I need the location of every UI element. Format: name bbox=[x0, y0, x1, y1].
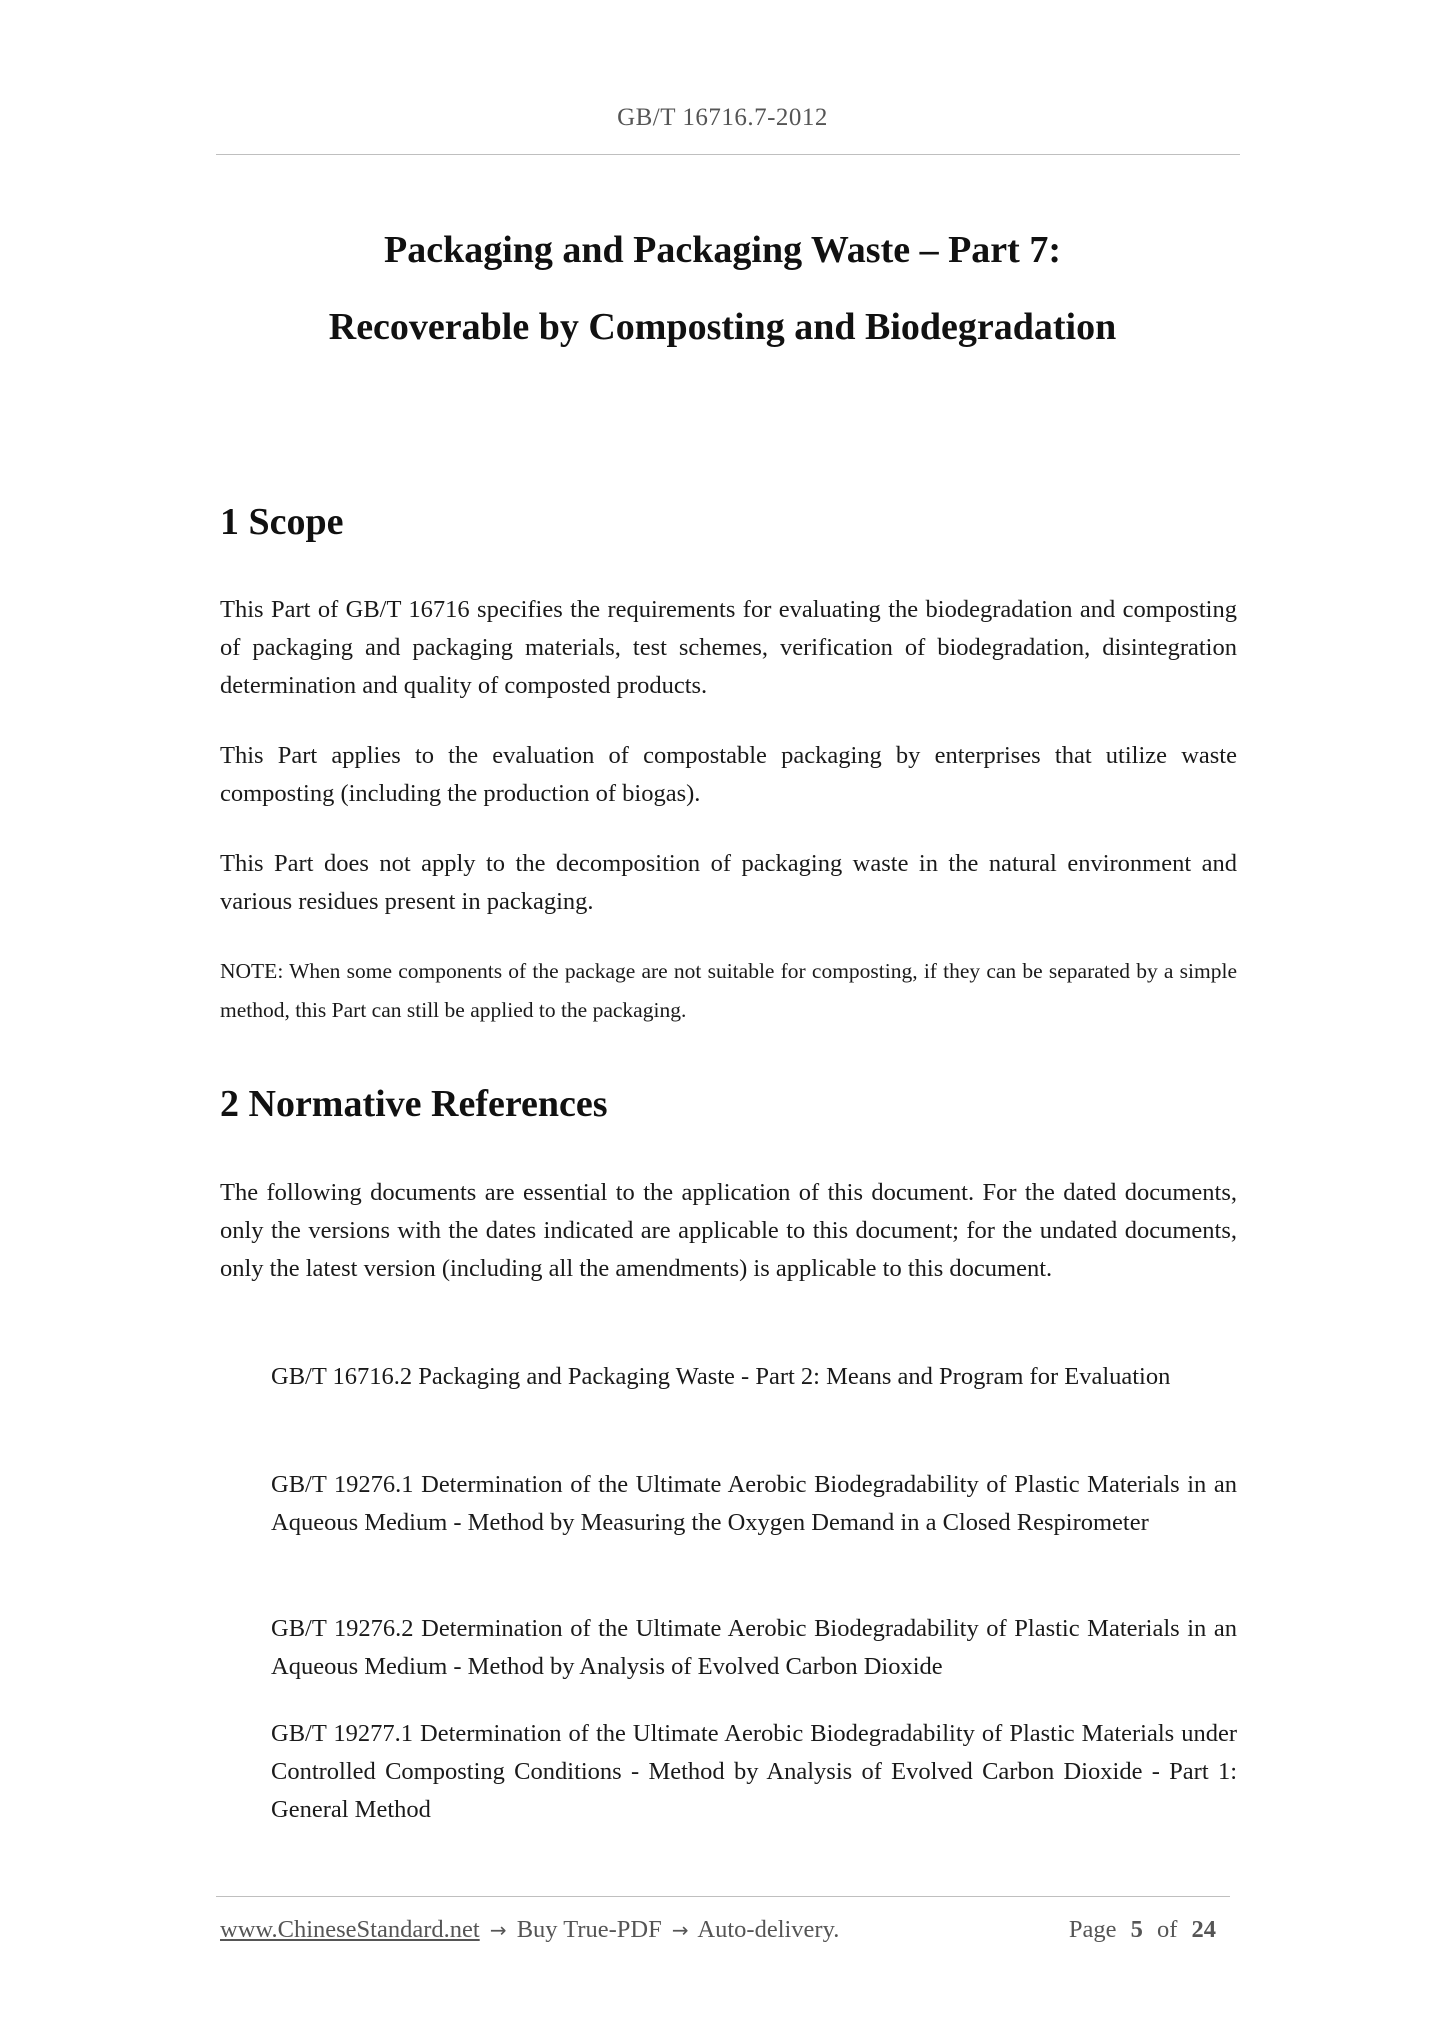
page-label: Page bbox=[1068, 1916, 1117, 1943]
paragraph: This Part of GB/T 16716 specifies the requirements for evaluating the biodegradation and composting of packaging and packaging materials, test schemes, verification of biodegradation, disintegration determination and quality of composted products. bbox=[220, 596, 1237, 699]
arrow-right-icon: → bbox=[671, 1918, 689, 1942]
document-title bbox=[0, 212, 1445, 366]
reference-text: GB/T 19276.1 Determination of the Ultimate Aerobic Biodegradability of Plastic Materials in an Aqueous Medium - Method by Measuring the Oxygen Demand in a Closed Respirometer bbox=[271, 1471, 1237, 1536]
reference-text: GB/T 19276.2 Determination of the Ultimate Aerobic Biodegradability of Plastic Materials in an Aqueous Medium - Method by Analysis of Evolved Carbon Dioxide bbox=[271, 1615, 1237, 1680]
buy-true-pdf-text: Buy True-PDF bbox=[516, 1916, 662, 1943]
running-header: GB/T 16716.7-2012 bbox=[617, 104, 828, 131]
reference-item-2 bbox=[271, 1466, 1237, 1542]
scope-note bbox=[220, 952, 1237, 1030]
reference-item-1 bbox=[271, 1358, 1237, 1396]
section-heading-normative-references: 2 Normative References bbox=[220, 1083, 608, 1125]
website-link[interactable]: www.ChineseStandard.net bbox=[220, 1916, 480, 1943]
total-pages-number: 24 bbox=[1191, 1916, 1216, 1943]
scope-paragraph-1 bbox=[220, 591, 1237, 705]
section-2-heading-block bbox=[220, 1082, 1237, 1126]
reference-text: GB/T 19277.1 Determination of the Ultimate Aerobic Biodegradability of Plastic Materials under Controlled Composting Conditions - Method by Analysis of Evolved Carbon Dioxide - Part 1: General Method bbox=[271, 1720, 1237, 1823]
reference-item-3 bbox=[271, 1610, 1237, 1686]
paragraph: This Part does not apply to the decomposition of packaging waste in the natural environment and various residues present in packaging. bbox=[220, 850, 1237, 915]
reference-item-4 bbox=[271, 1715, 1237, 1829]
scope-paragraph-2 bbox=[220, 737, 1237, 813]
scope-paragraph-3 bbox=[220, 845, 1237, 921]
document-title-line-2: Recoverable by Composting and Biodegradation bbox=[328, 306, 1117, 348]
page-counter bbox=[1069, 1916, 1224, 1944]
footer-divider bbox=[216, 1896, 1230, 1897]
footer-promo bbox=[220, 1916, 839, 1944]
of-label: of bbox=[1156, 1916, 1178, 1943]
section-1-heading-block bbox=[220, 500, 1237, 544]
normative-intro bbox=[220, 1174, 1237, 1288]
header-divider bbox=[216, 154, 1240, 155]
document-title-line-1: Packaging and Packaging Waste – Part 7: bbox=[384, 229, 1061, 271]
current-page-number: 5 bbox=[1130, 1916, 1143, 1943]
paragraph: This Part applies to the evaluation of compostable packaging by enterprises that utilize waste composting (including the production of biogas). bbox=[220, 742, 1237, 807]
section-heading-scope: 1 Scope bbox=[220, 501, 344, 543]
reference-text: GB/T 16716.2 Packaging and Packaging Waste - Part 2: Means and Program for Evaluation bbox=[271, 1363, 1171, 1390]
auto-delivery-text: Auto-delivery. bbox=[697, 1916, 840, 1943]
arrow-right-icon: → bbox=[489, 1918, 507, 1942]
paragraph: The following documents are essential to the application of this document. For the dated documents, only the versions with the dates indicated are applicable to this document; for the undated documents, only the latest version (including all the amendments) is applicable to this document. bbox=[220, 1179, 1237, 1282]
note-text: NOTE: When some components of the package are not suitable for composting, if they can be separated by a simple method, this Part can still be applied to the packaging. bbox=[220, 959, 1237, 1022]
